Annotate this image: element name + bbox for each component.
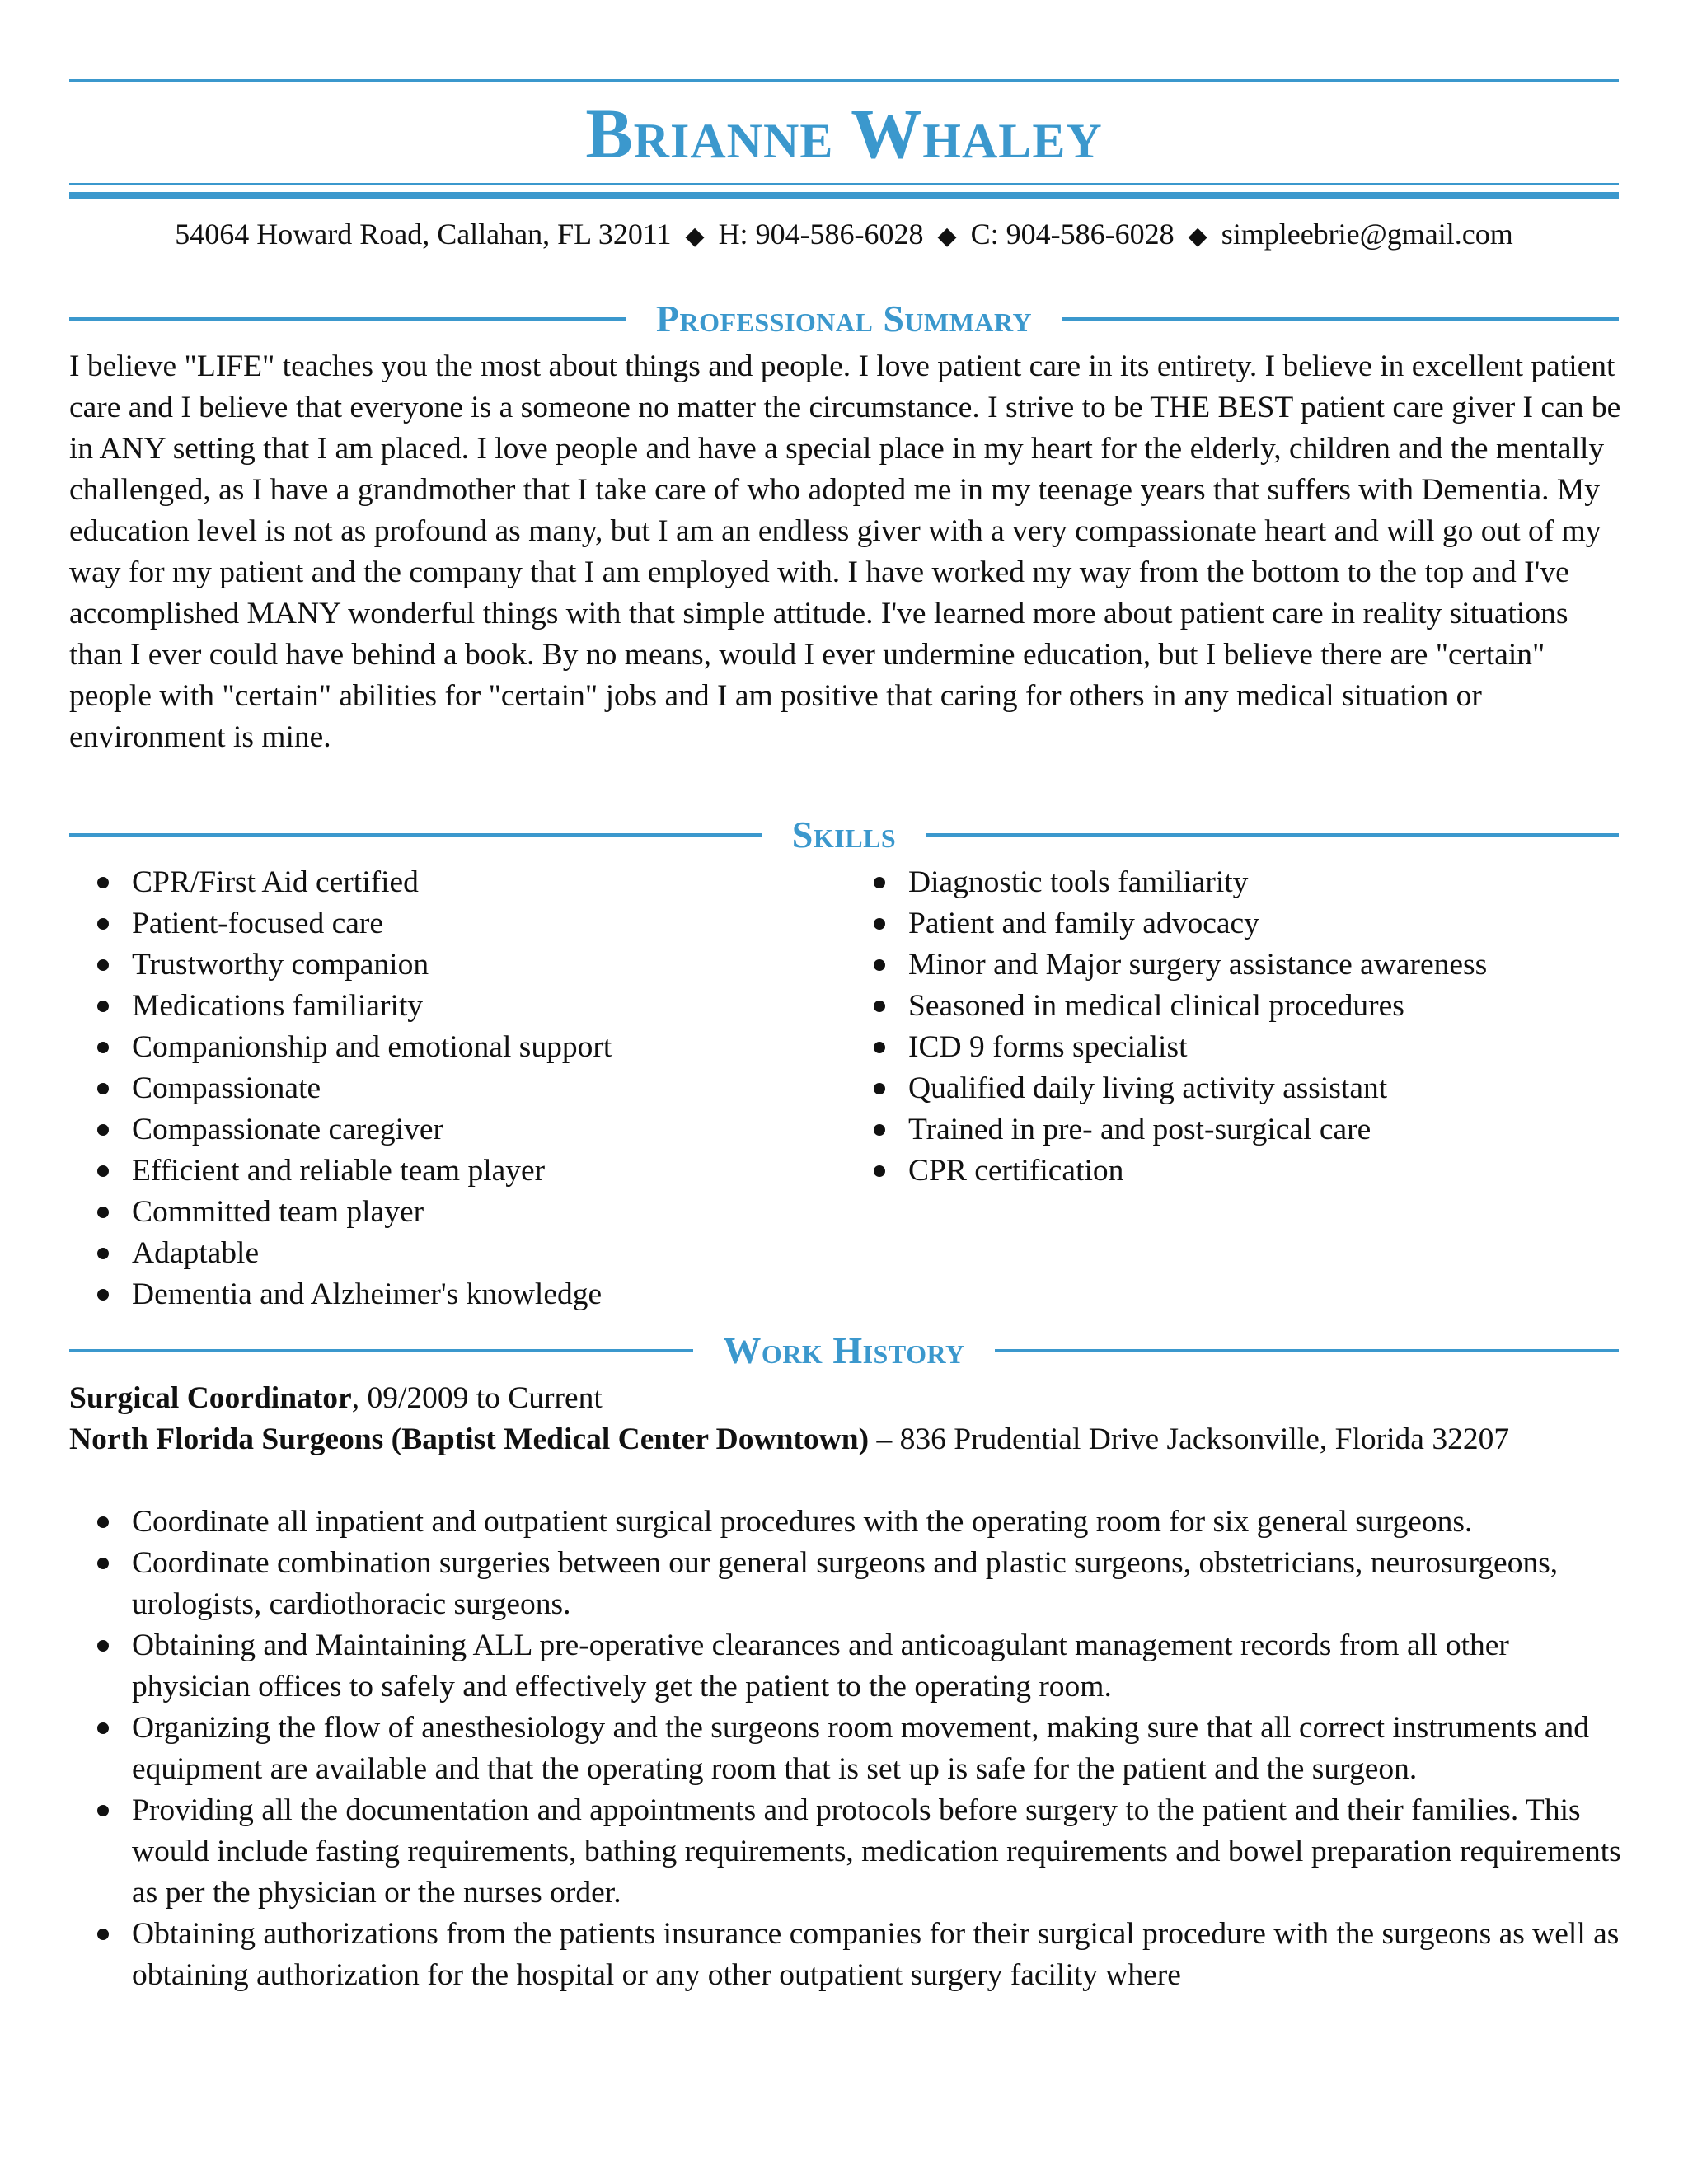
skill-item: Dementia and Alzheimer's knowledge (69, 1274, 844, 1315)
top-rule (69, 79, 1619, 82)
job-employer-line (69, 1419, 1627, 1460)
summary-text: I believe "LIFE" teaches you the most about things and people. I love patient care in its entirety. I believe in excellent patient care and I believe that everyone is a someone no matter the circumstance. I strive to be THE BEST patient care giver I can be in ANY setting that I am placed. I love people and have a special place in my heart for the elderly, children and the mentally challenged, as I have a grandmother that I take care of who adopted me in my teenage years that suffers with Dementia. My education level is not as profound as many, but I am an endless giver with a very compassionate heart and will go out of my way for my patient and the company that I am employed with. I have worked my way from the bottom to the top and I've accomplished MANY wonderful things with that simple attitude. I've learned more about patient care in reality situations than I ever could have behind a book. By no means, would I ever undermine education, but I believe there are "certain" people with "certain" abilities for "certain" jobs and I am positive that caring for others in any medical situation or environment is mine. (69, 349, 1621, 754)
job-employer: North Florida Surgeons (Baptist Medical Center Downtown) (69, 1422, 870, 1456)
diamond-icon: ◆ (1188, 222, 1207, 251)
skills-list-right (846, 862, 1620, 1192)
contact-line (69, 216, 1619, 255)
section-rule (926, 833, 1619, 837)
contact-home-phone: H: 904-586-6028 (718, 218, 924, 251)
skill-item: Compassionate caregiver (69, 1109, 844, 1151)
skill-item: Trained in pre- and post-surgical care (846, 1109, 1620, 1151)
job-duty-item: Obtaining authorizations from the patients insurance companies for their surgical procedure with the surgeons as well as obtaining authorization for the hospital or any other outpatient surgery facility where (69, 1914, 1627, 1996)
diamond-icon: ◆ (685, 222, 705, 251)
work-section-header (69, 1330, 1619, 1371)
skill-item: Patient and family advocacy (846, 903, 1620, 944)
skill-item: Adaptable (69, 1233, 844, 1274)
section-rule (995, 1349, 1619, 1352)
job-duty-item: Organizing the flow of anesthesiology and the surgeons room movement, making sure that all correct instruments and equipment are available and that the operating room that is set up is safe for the patient and the surgeon. (69, 1708, 1627, 1790)
skills-section-header (69, 814, 1619, 855)
skill-item: Diagnostic tools familiarity (846, 862, 1620, 903)
work-heading: Work History (723, 1329, 965, 1371)
skill-item: CPR/First Aid certified (69, 862, 844, 903)
skill-item: Trustworthy companion (69, 944, 844, 986)
contact-cell-phone: C: 904-586-6028 (970, 218, 1175, 251)
summary-section-header (69, 298, 1619, 340)
candidate-name: Brianne Whaley (585, 94, 1103, 173)
contact-email: simpleebrie@gmail.com (1221, 218, 1513, 251)
job-dates: , 09/2009 to Current (351, 1381, 603, 1415)
diamond-icon: ◆ (937, 222, 957, 251)
section-rule (69, 833, 762, 837)
section-rule (69, 317, 626, 321)
job-duty-item: Obtaining and Maintaining ALL pre-operative clearances and anticoagulant management records from all other physician offices to safely and effectively get the patient to the operating room. (69, 1625, 1627, 1708)
name-underline-thin (69, 183, 1619, 185)
skill-item: Companionship and emotional support (69, 1027, 844, 1068)
skill-item: Compassionate (69, 1068, 844, 1109)
job-duty-item: Providing all the documentation and appointments and protocols before surgery to the patient and their families. This would include fasting requirements, bathing requirements, medication requirements and bowel preparation requirements as per the physician or the nurses order. (69, 1790, 1627, 1914)
skill-item: ICD 9 forms specialist (846, 1027, 1620, 1068)
skill-item: Qualified daily living activity assistant (846, 1068, 1620, 1109)
summary-heading: Professional Summary (655, 298, 1033, 340)
job-location: – 836 Prudential Drive Jacksonville, Florida 32207 (869, 1422, 1510, 1456)
skill-item: Medications familiarity (69, 986, 844, 1027)
skill-item: Patient-focused care (69, 903, 844, 944)
section-rule (69, 1349, 693, 1352)
section-rule (1062, 317, 1619, 321)
skill-item: CPR certification (846, 1151, 1620, 1192)
name-underline-thick (69, 192, 1619, 199)
job-duty-item: Coordinate all inpatient and outpatient surgical procedures with the operating room for six general surgeons. (69, 1502, 1627, 1543)
skill-item: Efficient and reliable team player (69, 1151, 844, 1192)
skill-item: Seasoned in medical clinical procedures (846, 986, 1620, 1027)
job-duty-item: Coordinate combination surgeries between our general surgeons and plastic surgeons, obstetricians, neurosurgeons, urologists, cardiothoracic surgeons. (69, 1543, 1627, 1625)
job-duties-list (69, 1502, 1627, 1996)
skills-list-left (69, 862, 844, 1315)
job-title-line (69, 1378, 1627, 1419)
skill-item: Committed team player (69, 1192, 844, 1233)
contact-address: 54064 Howard Road, Callahan, FL 32011 (175, 218, 672, 251)
job-title: Surgical Coordinator (69, 1381, 352, 1415)
skill-item: Minor and Major surgery assistance awareness (846, 944, 1620, 986)
skills-heading: Skills (791, 813, 897, 855)
